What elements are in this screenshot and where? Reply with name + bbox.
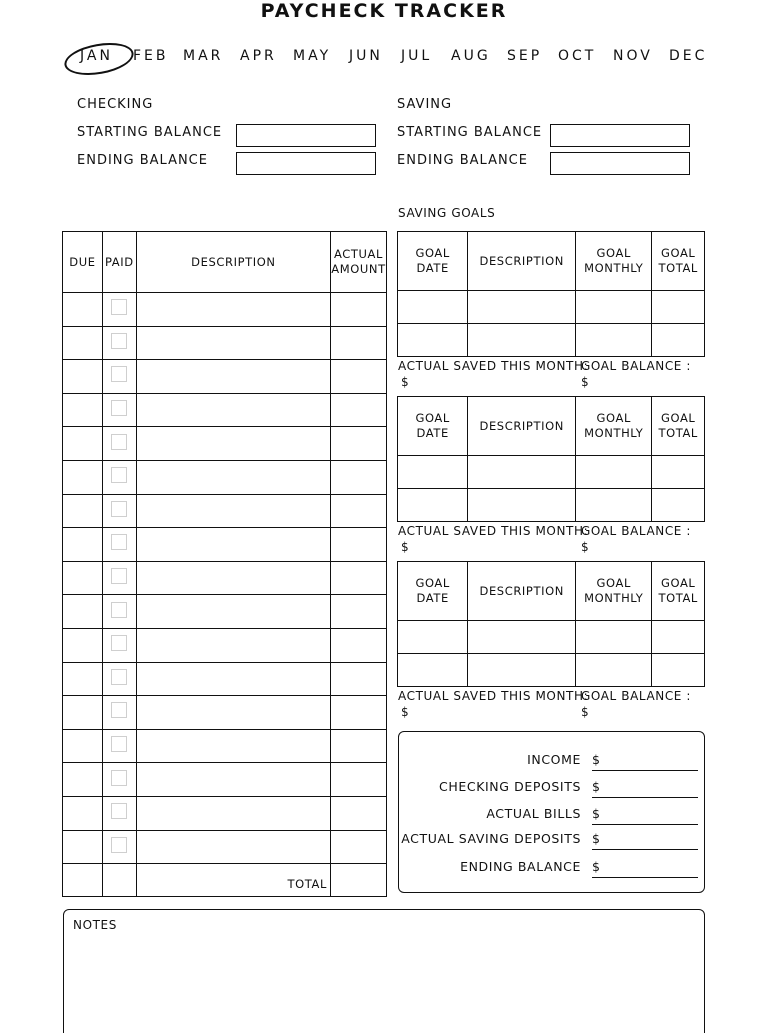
goal-row [398,324,705,357]
due-cell[interactable] [63,528,103,562]
due-cell[interactable] [63,393,103,427]
checking-deposits-field[interactable] [592,797,698,798]
goal-table [397,396,705,522]
goal-description-cell[interactable] [468,324,576,357]
month-apr[interactable]: APR [240,48,277,64]
amount-cell[interactable] [330,561,386,595]
goal-description-cell[interactable] [468,654,576,687]
paid-cell [102,460,136,494]
saving-starting-label: STARTING BALANCE [397,125,543,140]
month-dec[interactable]: DEC [669,48,708,64]
bill-row [63,460,387,494]
goal-date-cell[interactable] [398,324,468,357]
goal-monthly-cell[interactable] [576,291,652,324]
description-cell[interactable] [136,528,330,562]
due-cell[interactable] [63,696,103,730]
bill-row [63,360,387,394]
amount-cell[interactable] [330,528,386,562]
paid-checkbox[interactable] [111,501,127,517]
goal-date-cell[interactable] [398,654,468,687]
goal-row [398,654,705,687]
checking-ending-balance-field[interactable] [236,152,376,175]
month-nov[interactable]: NOV [613,48,653,64]
dollar-sign: $ [592,806,601,821]
due-cell[interactable] [63,628,103,662]
bill-row [63,326,387,360]
description-cell[interactable] [136,595,330,629]
bill-row [63,628,387,662]
goal-description-cell[interactable] [468,291,576,324]
actual-saving-deposits-field[interactable] [592,849,698,850]
col-header-paid: PAID [102,232,136,293]
dollar-sign: $ [401,540,410,554]
due-cell[interactable] [63,293,103,327]
paid-cell [102,628,136,662]
goal-monthly-cell[interactable] [576,456,652,489]
paid-checkbox[interactable] [111,299,127,315]
actual-saved-label: ACTUAL SAVED THIS MONTH: [398,524,589,538]
col-header-goal-monthly: GOAL MONTHLY [576,232,652,291]
total-label-cell [136,864,330,897]
amount-cell[interactable] [330,796,386,830]
bill-row [63,393,387,427]
paid-checkbox[interactable] [111,534,127,550]
col-header-goal-date: GOAL DATE [398,397,468,456]
goal-monthly-cell[interactable] [576,621,652,654]
goal-date-cell[interactable] [398,456,468,489]
amount-cell[interactable] [330,326,386,360]
summary-row-actual-bills [399,806,704,826]
month-feb[interactable]: FEB [133,48,169,64]
goal-monthly-cell[interactable] [576,324,652,357]
notes-box[interactable] [63,909,705,1033]
goal-total-cell[interactable] [652,456,705,489]
description-cell[interactable] [136,427,330,461]
paid-cell [102,763,136,797]
summary-row-income [399,752,704,772]
goal-table [397,231,705,357]
actual-saved-label: ACTUAL SAVED THIS MONTH: [398,689,589,703]
col-header-due: DUE [63,232,103,293]
description-cell[interactable] [136,763,330,797]
goal-row [398,456,705,489]
goal-header-row [398,232,705,291]
dollar-sign: $ [581,540,590,554]
bills-total-row [63,864,387,897]
bill-row [63,595,387,629]
bill-row [63,796,387,830]
due-cell[interactable] [63,729,103,763]
col-header-goal-date: GOAL DATE [398,232,468,291]
bill-row [63,696,387,730]
bill-row [63,763,387,797]
due-cell[interactable] [63,460,103,494]
goal-description-cell[interactable] [468,621,576,654]
summary-label: CHECKING DEPOSITS [439,779,581,794]
month-mar[interactable]: MAR [183,48,224,64]
total-label: TOTAL [287,877,327,892]
dollar-sign: $ [592,859,601,874]
paid-cell [102,662,136,696]
description-cell[interactable] [136,628,330,662]
saving-heading: SAVING [397,97,453,112]
bill-row [63,528,387,562]
amount-cell[interactable] [330,763,386,797]
amount-cell[interactable] [330,293,386,327]
paid-cell [102,494,136,528]
goal-table [397,561,705,687]
summary-row-ending-balance [399,859,704,879]
amount-cell[interactable] [330,460,386,494]
description-cell[interactable] [136,393,330,427]
paid-cell [102,528,136,562]
paid-cell [102,729,136,763]
bill-row [63,494,387,528]
goal-date-cell[interactable] [398,291,468,324]
amount-cell[interactable] [330,360,386,394]
saving-starting-balance-field[interactable] [550,124,690,147]
bill-row [63,830,387,864]
ending-balance-field[interactable] [592,877,698,878]
dollar-sign: $ [592,779,601,794]
dollar-sign: $ [592,831,601,846]
paid-checkbox[interactable] [111,837,127,853]
month-jun[interactable]: JUN [349,48,383,64]
dollar-sign: $ [401,705,410,719]
goal-date-cell[interactable] [398,621,468,654]
description-cell[interactable] [136,326,330,360]
paid-checkbox[interactable] [111,803,127,819]
goal-total-cell[interactable] [652,489,705,522]
paid-checkbox[interactable] [111,467,127,483]
paid-cell [102,326,136,360]
due-cell[interactable] [63,427,103,461]
col-header-goal-date: GOAL DATE [398,562,468,621]
paid-cell [102,427,136,461]
col-header-goal-total: GOAL TOTAL [652,562,705,621]
due-cell[interactable] [63,830,103,864]
description-cell[interactable] [136,293,330,327]
description-cell[interactable] [136,662,330,696]
amount-cell[interactable] [330,628,386,662]
bill-row [63,561,387,595]
month-jul[interactable]: JUL [401,48,433,64]
amount-cell[interactable] [330,494,386,528]
col-header-goal-monthly: GOAL MONTHLY [576,562,652,621]
description-cell[interactable] [136,561,330,595]
paid-checkbox[interactable] [111,635,127,651]
due-cell[interactable] [63,763,103,797]
goal-header-row [398,562,705,621]
paid-checkbox[interactable] [111,434,127,450]
goal-date-cell[interactable] [398,489,468,522]
due-cell[interactable] [63,561,103,595]
goal-description-cell[interactable] [468,489,576,522]
actual-bills-field[interactable] [592,824,698,825]
paid-cell [102,830,136,864]
month-sep[interactable]: SEP [507,48,543,64]
goal-total-cell[interactable] [652,324,705,357]
paid-checkbox[interactable] [111,770,127,786]
amount-cell[interactable] [330,427,386,461]
due-cell[interactable] [63,494,103,528]
checking-starting-balance-field[interactable] [236,124,376,147]
summary-label: ACTUAL BILLS [486,806,581,821]
paid-checkbox[interactable] [111,736,127,752]
income-field[interactable] [592,770,698,771]
col-header-description: DESCRIPTION [468,562,576,621]
description-cell[interactable] [136,360,330,394]
due-cell[interactable] [63,360,103,394]
amount-cell[interactable] [330,696,386,730]
amount-cell[interactable] [330,830,386,864]
due-cell[interactable] [63,326,103,360]
paid-cell [102,595,136,629]
amount-cell[interactable] [330,662,386,696]
summary-row-checking-deposits [399,779,704,799]
saving-ending-label: ENDING BALANCE [397,153,528,168]
amount-cell[interactable] [330,729,386,763]
col-header-actual-amount: ACTUAL AMOUNT [330,232,386,293]
saving-goals-heading: SAVING GOALS [398,206,496,220]
dollar-sign: $ [581,375,590,389]
col-header-goal-monthly: GOAL MONTHLY [576,397,652,456]
paid-cell [102,796,136,830]
description-cell[interactable] [136,460,330,494]
col-header-description: DESCRIPTION [136,232,330,293]
dollar-sign: $ [401,375,410,389]
summary-label: ENDING BALANCE [460,859,581,874]
col-header-description: DESCRIPTION [468,232,576,291]
paid-cell [102,293,136,327]
paid-checkbox[interactable] [111,333,127,349]
dollar-sign: $ [581,705,590,719]
goal-balance-label: GOAL BALANCE : [581,524,692,538]
goal-header-row [398,397,705,456]
goal-total-cell[interactable] [652,621,705,654]
description-cell[interactable] [136,696,330,730]
paid-cell [102,393,136,427]
month-may[interactable]: MAY [293,48,332,64]
description-cell[interactable] [136,830,330,864]
goal-row [398,621,705,654]
bill-row [63,662,387,696]
summary-box [398,731,705,893]
bill-row [63,729,387,763]
month-jan[interactable]: JAN [80,48,113,64]
description-cell[interactable] [136,729,330,763]
paid-cell [102,864,136,897]
col-header-goal-total: GOAL TOTAL [652,232,705,291]
paid-cell [102,696,136,730]
checking-ending-label: ENDING BALANCE [77,153,208,168]
paid-checkbox[interactable] [111,568,127,584]
notes-label: NOTES [73,918,117,932]
due-cell[interactable] [63,796,103,830]
goal-description-cell[interactable] [468,456,576,489]
summary-label: ACTUAL SAVING DEPOSITS [401,831,581,846]
month-aug[interactable]: AUG [451,48,491,64]
paid-checkbox[interactable] [111,602,127,618]
paid-checkbox[interactable] [111,400,127,416]
summary-label: INCOME [527,752,581,767]
goal-row [398,291,705,324]
goal-balance-label: GOAL BALANCE : [581,689,692,703]
description-cell[interactable] [136,796,330,830]
description-cell[interactable] [136,494,330,528]
amount-cell[interactable] [330,393,386,427]
dollar-sign: $ [592,752,601,767]
paid-cell [102,360,136,394]
paid-checkbox[interactable] [111,366,127,382]
goal-total-cell[interactable] [652,654,705,687]
checking-starting-label: STARTING BALANCE [77,125,223,140]
goal-monthly-cell[interactable] [576,654,652,687]
goal-total-cell[interactable] [652,291,705,324]
goal-row [398,489,705,522]
page-title: PAYCHECK TRACKER [260,0,508,22]
due-cell[interactable] [63,662,103,696]
saving-ending-balance-field[interactable] [550,152,690,175]
bills-header-row [63,232,387,293]
paid-checkbox[interactable] [111,669,127,685]
bill-row [63,427,387,461]
amount-cell[interactable] [330,595,386,629]
bill-row [63,293,387,327]
paid-checkbox[interactable] [111,702,127,718]
total-amount-cell[interactable] [330,864,386,897]
bills-table [62,231,387,897]
due-cell [63,864,103,897]
paid-cell [102,561,136,595]
due-cell[interactable] [63,595,103,629]
col-header-description: DESCRIPTION [468,397,576,456]
month-oct[interactable]: OCT [558,48,597,64]
checking-heading: CHECKING [77,97,154,112]
col-header-goal-total: GOAL TOTAL [652,397,705,456]
goal-balance-label: GOAL BALANCE : [581,359,692,373]
summary-row-actual-saving-deposits [399,831,704,851]
goal-monthly-cell[interactable] [576,489,652,522]
actual-saved-label: ACTUAL SAVED THIS MONTH: [398,359,589,373]
